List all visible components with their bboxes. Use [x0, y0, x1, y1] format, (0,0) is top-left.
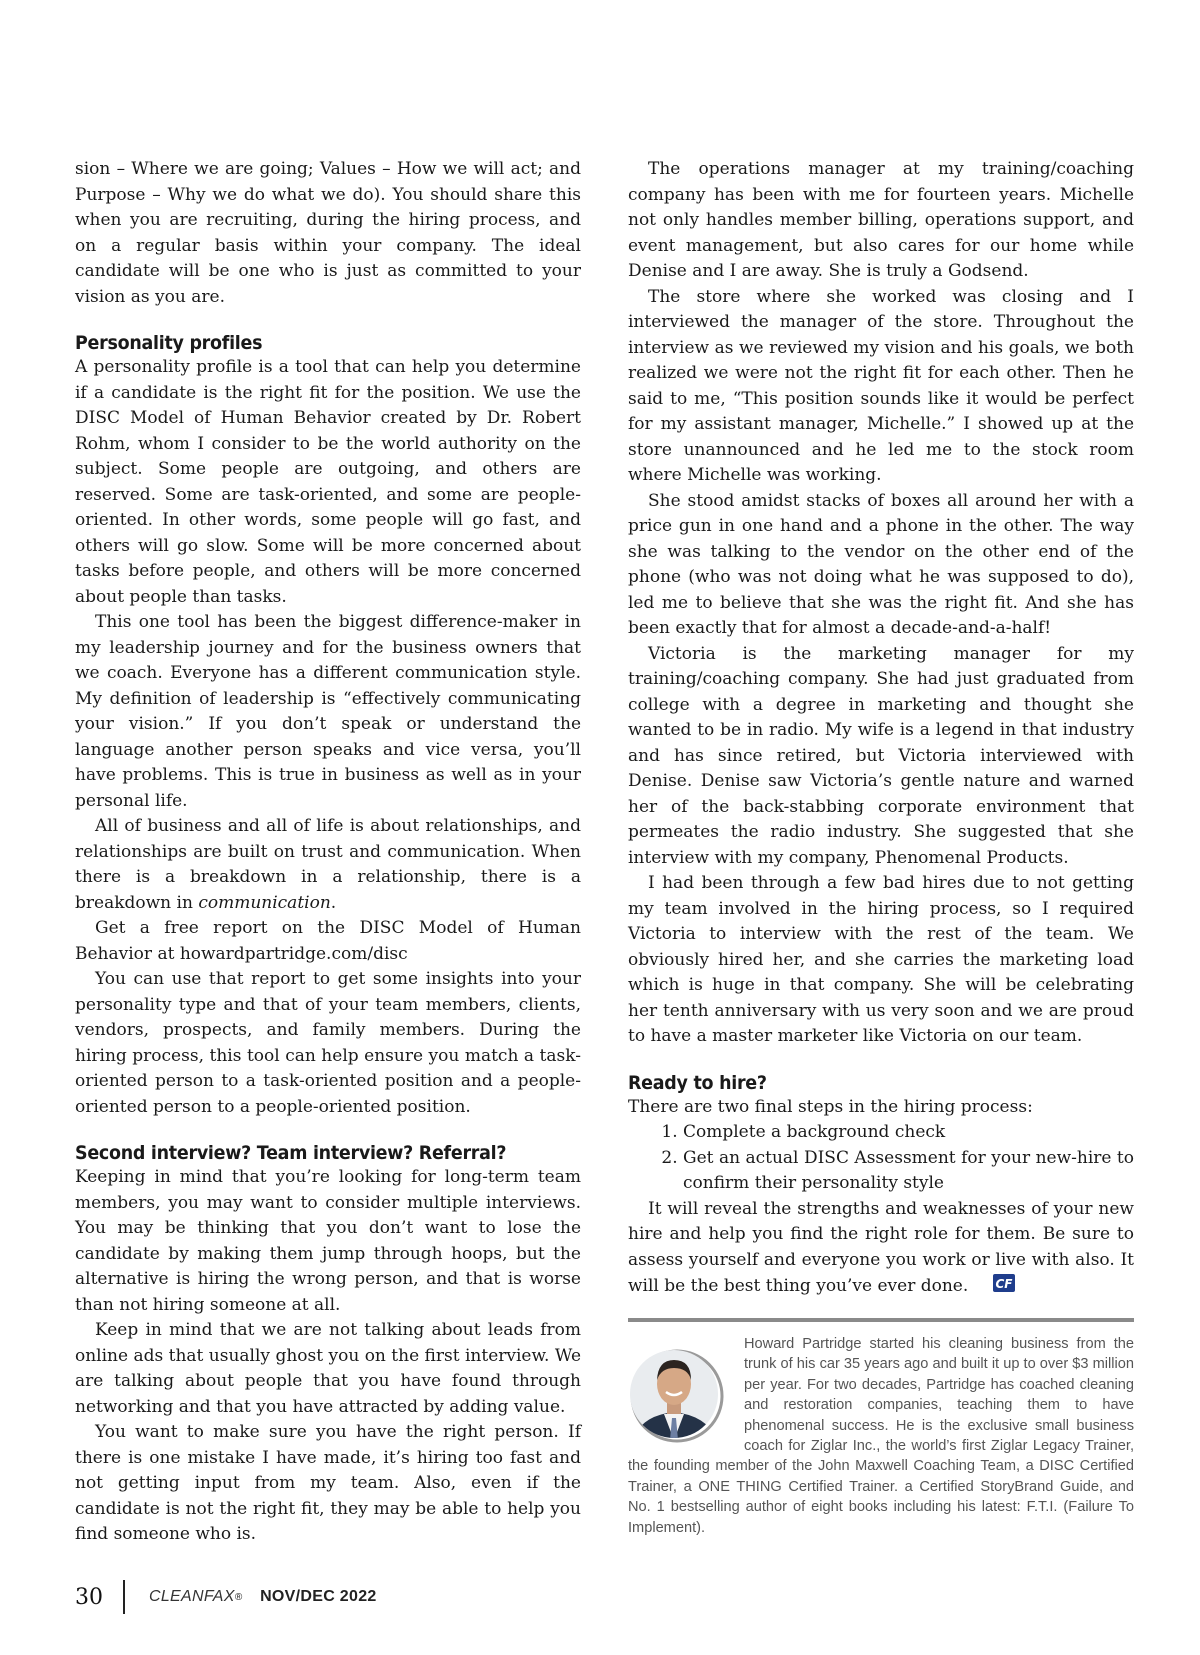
- paragraph: There are two final steps in the hiring process:: [628, 1096, 1033, 1117]
- heading-ready-to-hire: Ready to hire?: [628, 1071, 767, 1094]
- heading-personality-profiles: Personality profiles: [75, 332, 263, 354]
- bio-text: Howard Partridge started his cleaning business from the trunk of his car 35 years ago and built it up to over $3 million per year. For two decades, Partridge has coached cleaning and restoration companies, teaching them to have phenomenal success. He is the exclusive small business coach for Ziglar Inc., the world’s first Ziglar Legacy Trainer, the founding member of the John Maxwell Coaching Team, a DISC Certified Trainer, a ONE THING Certified Trainer. a Certified StoryBrand Guide, and No. 1 bestselling author of eight books including his latest: F.T.I. (Failure To Implement).: [628, 1336, 1134, 1536]
- paragraph: She stood amidst stacks of boxes all around her with a price gun in one hand and a phone in the other. The way she was talking to the vendor on the other end of the phone (who was not doing what he was supposed to do), led me to believe that she was the right fit. And she has been exactly that for almost a decade-and-a-half!: [628, 490, 1134, 638]
- paragraph: A personality profile is a tool that can help you determine if a candidate is the right fit for the position. We use the DISC Model of Human Behavior created by Dr. Robert Rohm, whom I consider to be the world authority on the subject. Some people are outgoing, and others are reserved. Some are task-oriented, and some are people-oriented. In other words, some people will go fast, and others will go slow. Some will be more concerned about tasks before people, and others will be more concerned about people than tasks.: [75, 357, 581, 607]
- footer-divider: [123, 1580, 125, 1614]
- paragraph: The operations manager at my training/coaching company has been with me for fourteen years. Michelle not only handles member billing, operations support, and event management, but also cares for our home while Denise and I are away. She is truly a Godsend.: [628, 159, 1134, 281]
- paragraph: I had been through a few bad hires due to not getting my team involved in the hiring process, so I required Victoria to interview with the rest of the team. We obviously hired her, and she carries the marketing load which is huge in that company. She will be celebrating her tenth anniversary with us very soon and we are proud to have a master marketer like Victoria on our team.: [628, 873, 1134, 1046]
- list-item: 1. Complete a background check: [683, 1120, 1134, 1146]
- author-bio: [628, 1318, 1134, 1538]
- paragraph: The store where she worked was closing and I interviewed the manager of the store. Throughout the interview as we reviewed my vision and his goals, we both realized we were not the right fit for each other. Then he said to me, “This position sounds like it would be perfect for my assistant manager, Michelle.” I showed up at the store unannounced and he led me to the stock room where Michelle was working.: [628, 286, 1134, 485]
- paragraph: Keeping in mind that you’re looking for long-term team members, you may want to consider multiple interviews. You may be thinking that you don’t want to lose the candidate by making them jump through hoops, but the alternative is hiring the wrong person, and that is worse than not hiring someone at all.: [75, 1167, 581, 1315]
- heading-second-interview: Second interview? Team interview? Referral?: [75, 1142, 507, 1164]
- paragraph-text: .: [330, 892, 337, 913]
- page-footer: [75, 1577, 377, 1617]
- paragraph-text: It will reveal the strengths and weaknesses of your new hire and help you find the right role for them. Be sure to assess yourself and everyone you work or live with also. It will be the best thing you’ve ever done.: [628, 1198, 1134, 1296]
- issue-date: NOV/DEC 2022: [260, 1588, 377, 1605]
- page-number: 30: [75, 1584, 103, 1610]
- paragraph: Get a free report on the DISC Model of Human Behavior at howardpartridge.com/disc: [75, 918, 581, 964]
- author-photo: [628, 1344, 726, 1444]
- paragraph: [75, 814, 581, 916]
- svg-text:CF: CF: [995, 1277, 1013, 1291]
- emphasis-text: communication: [198, 892, 331, 913]
- paragraph: You want to make sure you have the right person. If there is one mistake I have made, it’s hiring too fast and not getting input from my team. Also, even if the candidate is not the right fit, they may be able to help you find someone who is.: [75, 1422, 581, 1544]
- paragraph: You can use that report to get some insights into your personality type and that of your team members, clients, vendors, prospects, and family members. During the hiring process, this tool can help ensure you match a task-oriented person to a task-oriented position and a people-oriented person to a people-oriented position.: [75, 969, 581, 1117]
- cleanfax-end-mark-icon: [972, 1273, 1013, 1293]
- paragraph-text: All of business and all of life is about relationships, and relationships are built on trust and communication. When there is a breakdown in a relationship, there is a breakdown in: [75, 816, 581, 913]
- right-column: [628, 157, 1134, 1300]
- intro-paragraph: sion – Where we are going; Values – How we will act; and Purpose – Why we do what we do). You should share this when you are recruiting, during the hiring process, and on a regular basis within your company. The ideal candidate will be one who is just as committed to your vision as you are.: [75, 159, 581, 307]
- left-column: [75, 157, 581, 1548]
- paragraph: Keep in mind that we are not talking about leads from online ads that usually ghost you on the first interview. We are talking about people that you have found through networking and that you have attracted by adding value.: [75, 1320, 581, 1417]
- paragraph: Victoria is the marketing manager for my training/coaching company. She had just graduated from college with a degree in marketing and thought she wanted to be in radio. My wife is a legend in that industry and has since retired, but Victoria interviewed with Denise. Denise saw Victoria’s gentle nature and warned her of the back-stabbing corporate environment that permeates the radio industry. She suggested that she interview with my company, Phenomenal Products.: [628, 643, 1134, 868]
- list-item: 2. Get an actual DISC Assessment for your new-hire to confirm their personality style: [683, 1146, 1134, 1197]
- paragraph: This one tool has been the biggest difference-maker in my leadership journey and for the business owners that we coach. Everyone has a different communication style. My definition of leadership is “effectively communicating your vision.” If you don’t speak or understand the language another person speaks and vice versa, you’ll have problems. This is true in business as well as in your personal life.: [75, 612, 581, 811]
- steps-list: [628, 1120, 1134, 1197]
- paragraph: [628, 1197, 1134, 1300]
- registered-mark: ®: [234, 1591, 243, 1603]
- magazine-brand: CLEANFAX: [149, 1588, 235, 1605]
